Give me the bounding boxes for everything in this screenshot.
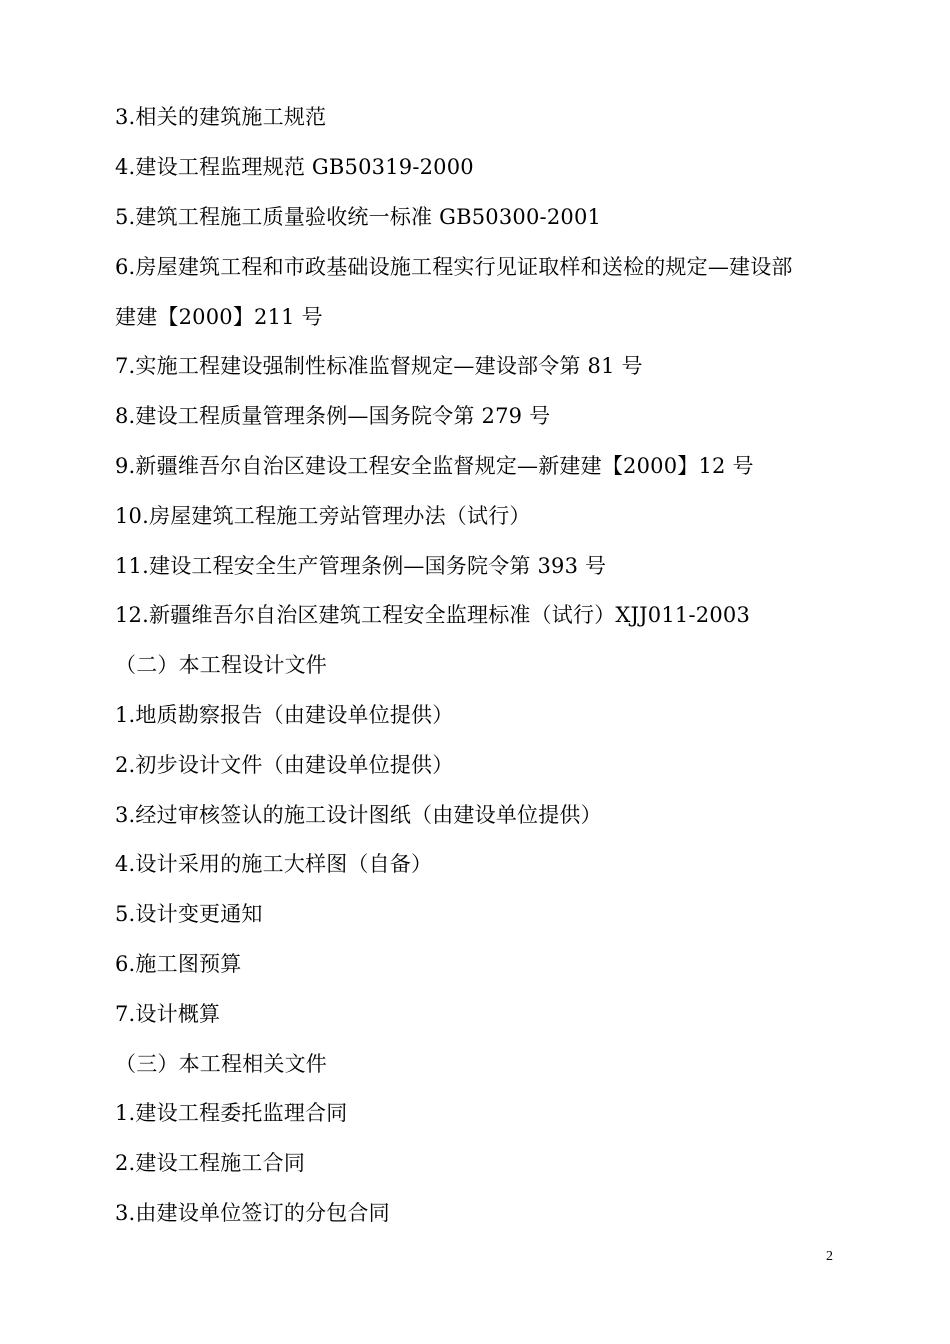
text-line-7: 8.建设工程质量管理条例—国务院令第 279 号 <box>115 404 551 428</box>
text-line-14: 2.初步设计文件（由建设单位提供） <box>115 753 454 777</box>
text-line-16: 4.设计采用的施工大样图（自备） <box>115 852 433 876</box>
page-number: 2 <box>826 1249 833 1264</box>
text-line-21: 1.建设工程委托监理合同 <box>115 1101 348 1125</box>
text-line-10: 11.建设工程安全生产管理条例—国务院令第 393 号 <box>115 554 607 578</box>
text-line-13: 1.地质勘察报告（由建设单位提供） <box>115 703 454 727</box>
text-line-15: 3.经过审核签认的施工设计图纸（由建设单位提供） <box>115 803 602 827</box>
text-line-17: 5.设计变更通知 <box>115 902 263 926</box>
section-heading-3: （三）本工程相关文件 <box>115 1052 327 1076</box>
text-line-9: 10.房屋建筑工程施工旁站管理办法（试行） <box>115 504 531 528</box>
text-line-5: 建建【2000】211 号 <box>115 305 323 329</box>
text-line-19: 7.设计概算 <box>115 1002 221 1026</box>
text-line-8: 9.新疆维吾尔自治区建设工程安全监督规定—新建建【2000】12 号 <box>115 454 754 478</box>
text-line-6: 7.实施工程建设强制性标准监督规定—建设部令第 81 号 <box>115 354 643 378</box>
text-line-2: 4.建设工程监理规范 GB50319-2000 <box>115 155 474 179</box>
section-heading-2: （二）本工程设计文件 <box>115 653 327 677</box>
text-line-1: 3.相关的建筑施工规范 <box>115 105 327 129</box>
text-line-22: 2.建设工程施工合同 <box>115 1151 306 1175</box>
text-line-3: 5.建筑工程施工质量验收统一标准 GB50300-2001 <box>115 205 602 229</box>
text-line-18: 6.施工图预算 <box>115 952 242 976</box>
text-line-23: 3.由建设单位签订的分包合同 <box>115 1201 390 1225</box>
text-line-11: 12.新疆维吾尔自治区建筑工程安全监理标准（试行）XJJ011-2003 <box>115 603 751 627</box>
text-line-4: 6.房屋建筑工程和市政基础设施工程实行见证取样和送检的规定—建设部 <box>115 255 793 279</box>
